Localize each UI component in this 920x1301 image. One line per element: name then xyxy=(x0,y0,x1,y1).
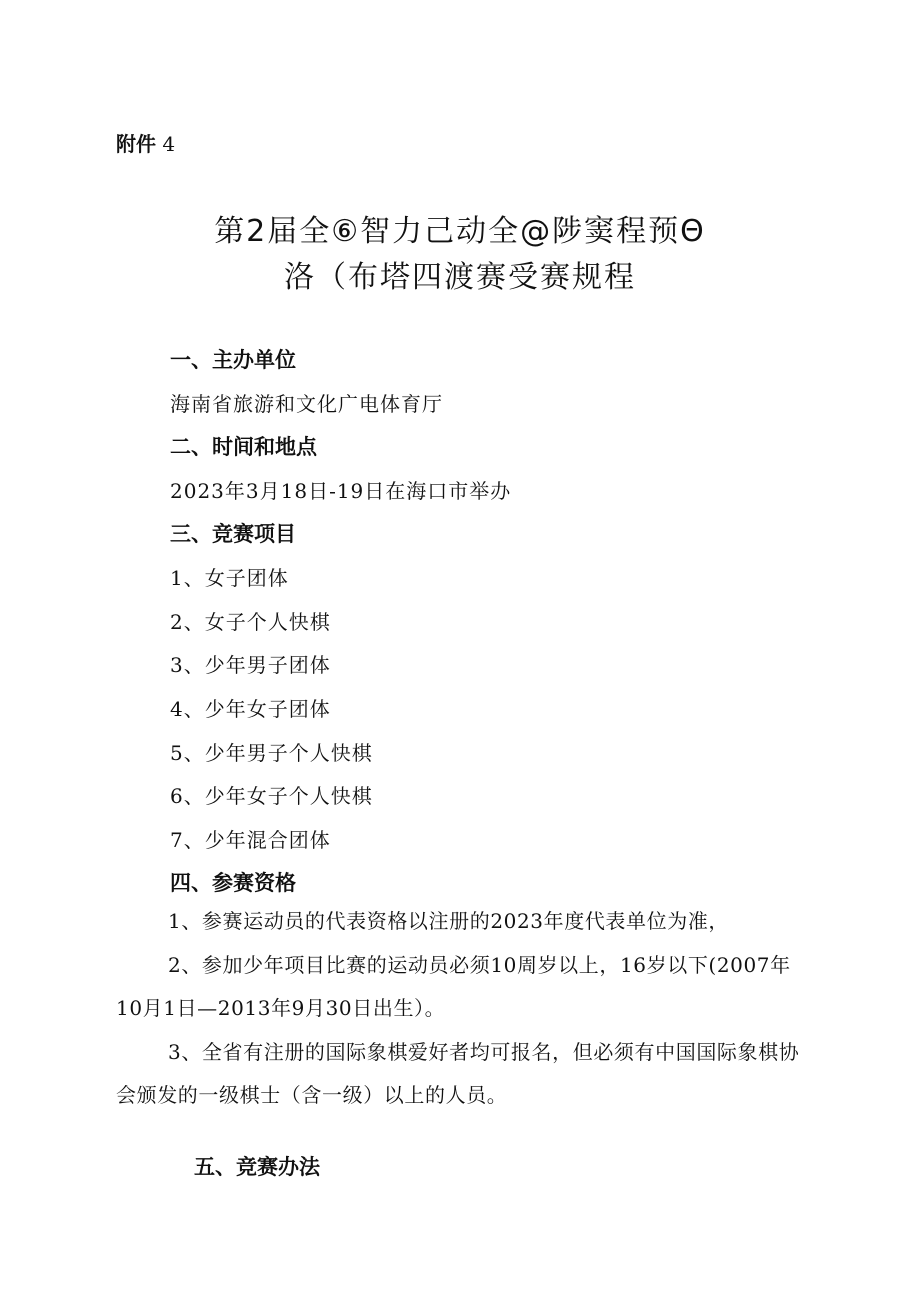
attachment-label xyxy=(116,128,175,157)
section-2-body: 2023年3月18日-19日在海口市举办 xyxy=(170,479,512,503)
section-4-heading: 四、参赛资格 xyxy=(170,871,296,895)
section-3-heading: 三、竞赛项目 xyxy=(170,522,296,546)
event-item-7: 7、少年混合团体 xyxy=(170,828,331,852)
attachment-text: 附件 xyxy=(116,132,156,156)
eligibility-paragraph-1: 1、参赛运动员的代表资格以注册的2023年度代表单位为准， xyxy=(168,909,730,933)
document-title-line-1: 第2届全⑥智力己动全@陟窦程预Θ xyxy=(214,214,706,249)
event-item-6: 6、少年女子个人快棋 xyxy=(170,784,373,808)
eligibility-paragraph-3: 3、全省有注册的国际象棋爱好者均可报名，但必须有中国国际象棋协会颁发的一级棋士（含一级）以上的人员。 xyxy=(116,1040,800,1107)
event-item-5: 5、少年男子个人快棋 xyxy=(170,741,373,765)
section-1-heading: 一、主办单位 xyxy=(170,348,296,372)
eligibility-paragraph-2: 2、参加少年项目比赛的运动员必须10周岁以上，16岁以下(2007年10月1日—2013年9月30日出生）。 xyxy=(116,953,791,1020)
section-1-body: 海南省旅游和文化广电体育厅 xyxy=(170,392,443,416)
event-item-1: 1、女子团体 xyxy=(170,566,289,590)
event-item-4: 4、少年女子团体 xyxy=(170,697,331,721)
section-2-heading: 二、时间和地点 xyxy=(170,435,317,459)
document-title-line-2: 洛（布塔四渡赛受赛规程 xyxy=(284,260,636,295)
event-item-2: 2、女子个人快棋 xyxy=(170,610,331,634)
section-5-heading: 五、竞赛办法 xyxy=(194,1155,320,1179)
event-item-3: 3、少年男子团体 xyxy=(170,653,331,677)
attachment-number: 4 xyxy=(162,132,176,156)
